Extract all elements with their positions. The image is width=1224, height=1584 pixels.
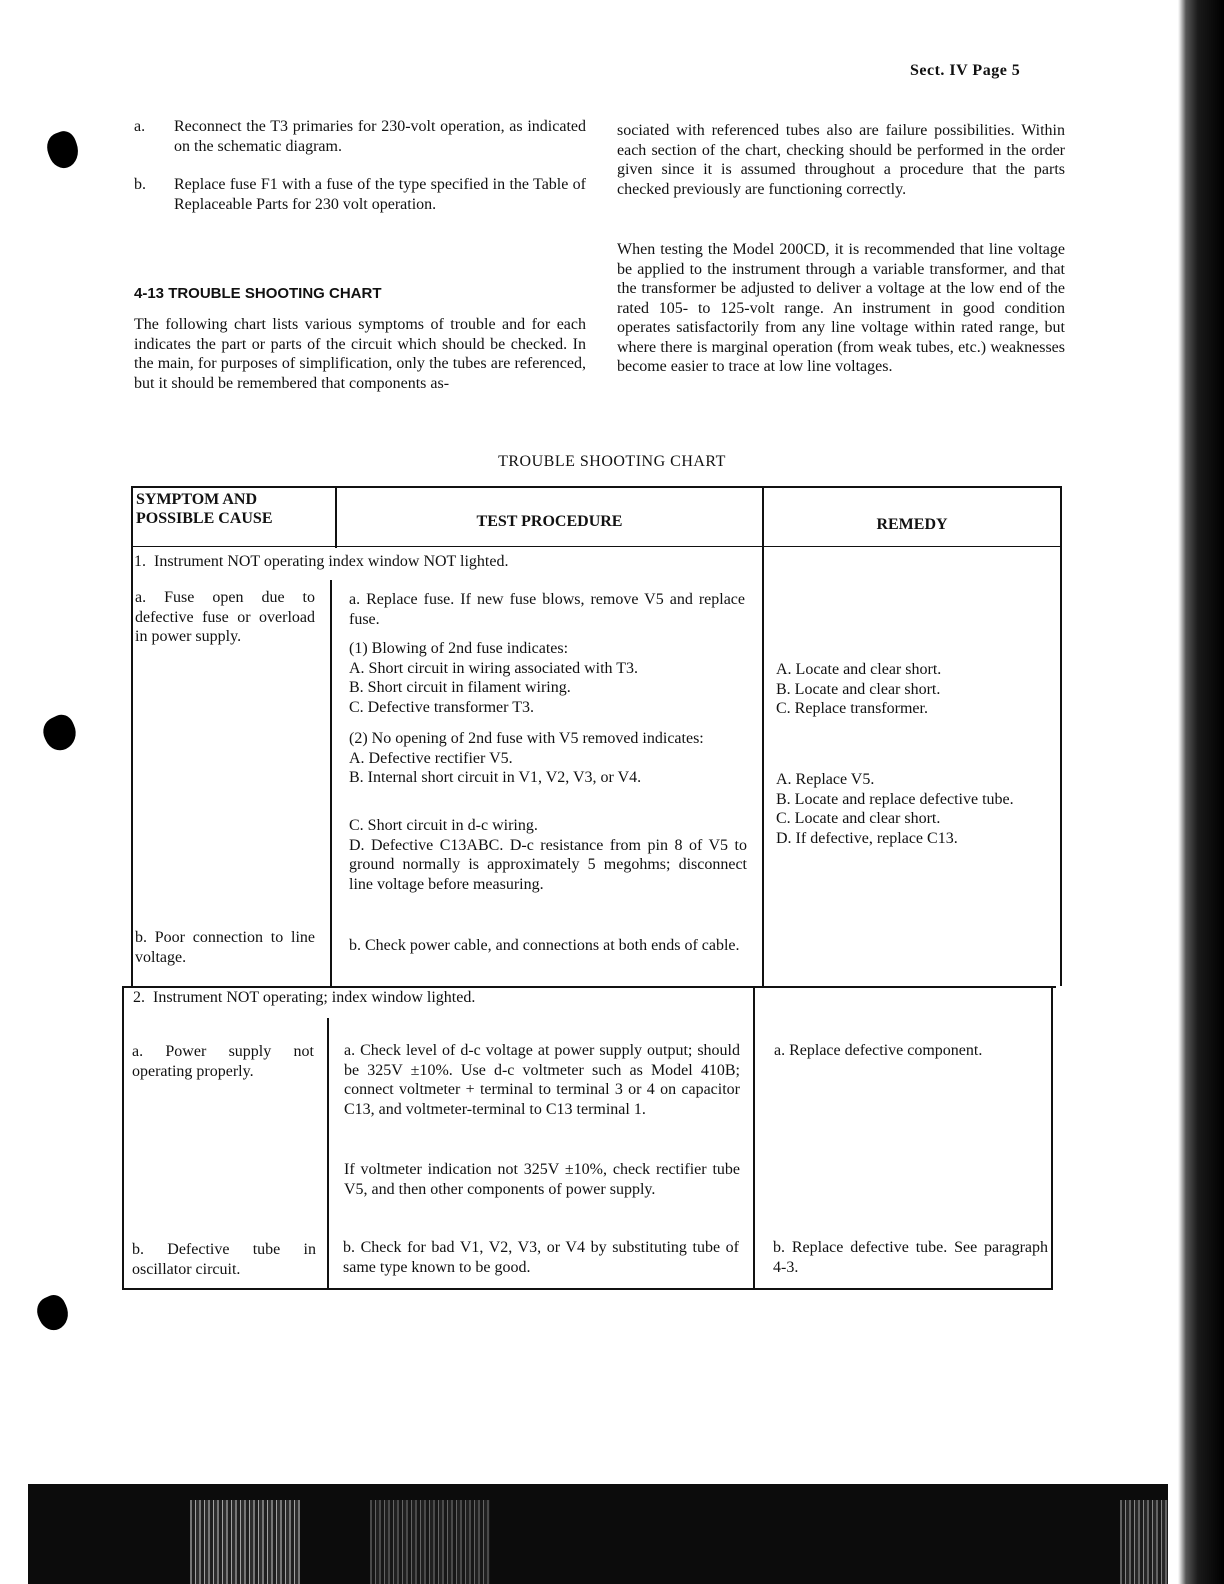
scan-noise bbox=[370, 1500, 490, 1584]
scan-noise bbox=[190, 1500, 300, 1584]
procedure-2a-followup: If voltmeter indication not 325V ±10%, check rectifier tube V5, and then other components of power supply. bbox=[344, 1161, 740, 1198]
procedure-1b: b. Check power cable, and connections at both ends of cable. bbox=[349, 937, 740, 954]
section-2-heading: 2. Instrument NOT operating; index window lighted. bbox=[133, 989, 476, 1006]
column-header-remedy: REMEDY bbox=[876, 516, 948, 533]
remedy-1a-1: A. Locate and clear short. B. Locate and clear short. C. Replace transformer. bbox=[776, 661, 942, 717]
procedure-2b: b. Check for bad V1, V2, V3, or V4 by substituting tube of same type known to be good. bbox=[343, 1239, 739, 1276]
column-header-symptom: SYMPTOM AND POSSIBLE CAUSE bbox=[136, 491, 273, 527]
section-1-heading: 1. Instrument NOT operating index window NOT lighted. bbox=[134, 553, 509, 570]
symptom-1b: b. Poor connection to line voltage. bbox=[135, 929, 315, 966]
list-item-text: Reconnect the T3 primaries for 230-volt operation, as indicated on the schematic diagram. bbox=[174, 118, 586, 155]
symptom-1a: a. Fuse open due to defective fuse or overload in power supply. bbox=[135, 589, 315, 645]
binder-hole-mark bbox=[32, 1291, 74, 1334]
remedy-2a: a. Replace defective component. bbox=[774, 1042, 983, 1059]
symptom-2a: a. Power supply not operating properly. bbox=[132, 1043, 314, 1080]
procedure-1a-1: (1) Blowing of 2nd fuse indicates: A. Short circuit in wiring associated with T3. B. Short circuit in filament wiring. C. Defective transformer T3. bbox=[349, 640, 638, 716]
intro-paragraph-left: The following chart lists various symptoms of trouble and for each indicates the part or parts of the circuit which should be checked. In the main, for purposes of simplification, only the tubes are referenced, but it should be remembered that components as- bbox=[134, 316, 586, 392]
intro-paragraph-continued: sociated with referenced tubes also are failure possibilities. Within each section of the chart, checking should be performed in the order given since it is assumed throughout a procedure that the parts checked previously are functioning correctly. bbox=[617, 122, 1065, 198]
list-item-label: b. bbox=[134, 176, 146, 193]
scan-shadow-right bbox=[1168, 0, 1224, 1584]
section-heading: 4-13 TROUBLE SHOOTING CHART bbox=[134, 285, 382, 302]
binder-hole-mark bbox=[38, 711, 81, 755]
procedure-1a: a. Replace fuse. If new fuse blows, remove V5 and replace fuse. bbox=[349, 591, 745, 628]
testing-paragraph: When testing the Model 200CD, it is recommended that line voltage be applied to the instrument through a variable transformer, and that the transformer be adjusted to deliver a voltage at the low end of the rated 105- to 125-volt range. An instrument in good condition operates satisfactorily from any line voltage within rated range, but where there is marginal operation (from weak tubes, etc.) weaknesses become easier to trace at low line voltages. bbox=[617, 241, 1065, 375]
binder-hole-mark bbox=[43, 128, 84, 172]
list-item-label: a. bbox=[134, 118, 146, 135]
page-reference: Sect. IV Page 5 bbox=[910, 62, 1021, 79]
list-item-text: Replace fuse F1 with a fuse of the type specified in the Table of Replaceable Parts for 230 volt operation. bbox=[174, 176, 586, 213]
procedure-1a-3: C. Short circuit in d-c wiring. D. Defective C13ABC. D-c resistance from pin 8 of V5 to ground normally is approximately 5 megohms; disconnect line voltage before measuring. bbox=[349, 817, 747, 893]
procedure-2a: a. Check level of d-c voltage at power supply output; should be 325V ±10%. Use d-c voltmeter such as Model 410B; connect voltmeter + terminal to terminal 3 or 4 on capacitor C13, and voltmeter-terminal to C13 terminal 1. bbox=[344, 1042, 740, 1118]
remedy-2b: b. Replace defective tube. See paragraph 4-3. bbox=[773, 1239, 1048, 1276]
column-header-procedure: TEST PROCEDURE bbox=[476, 513, 623, 530]
symptom-2b: b. Defective tube in oscillator circuit. bbox=[132, 1241, 316, 1278]
remedy-1a-2: A. Replace V5. B. Locate and replace defective tube. C. Locate and clear short. D. If defective, replace C13. bbox=[776, 771, 1014, 847]
chart-title: TROUBLE SHOOTING CHART bbox=[498, 453, 726, 470]
procedure-1a-2: (2) No opening of 2nd fuse with V5 removed indicates: A. Defective rectifier V5. B. Internal short circuit in V1, V2, V3, or V4. bbox=[349, 730, 704, 786]
